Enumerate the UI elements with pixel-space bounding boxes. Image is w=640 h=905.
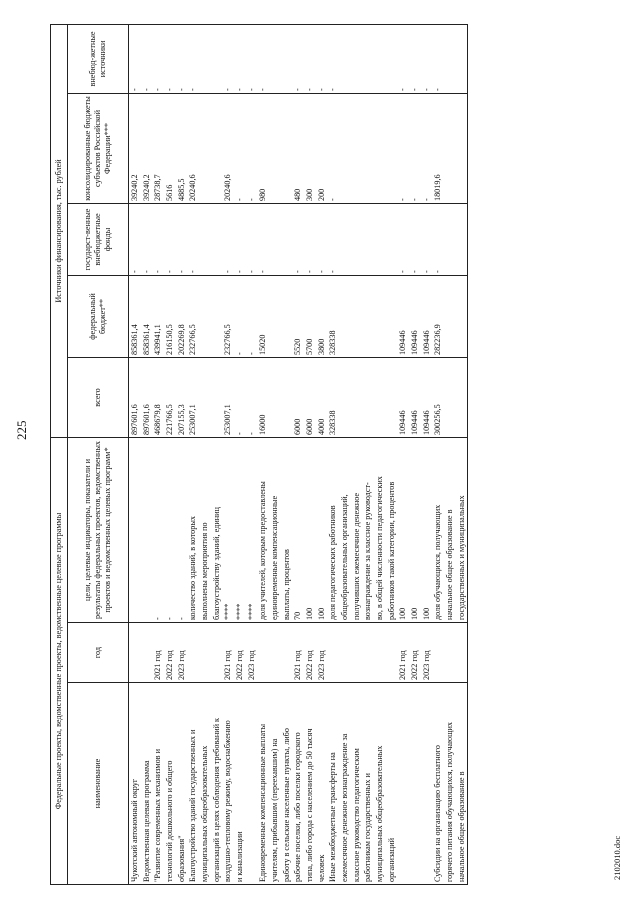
cell-consolidated: - <box>234 94 246 204</box>
table-row <box>281 24 293 884</box>
cell-extrabudget <box>281 24 293 93</box>
cell-name: Иные межбюджетные трансферты на <box>327 683 339 885</box>
cell-name: организаций в целях соблюдения требований к <box>211 683 223 885</box>
cell-total: 253007,1 <box>222 358 234 438</box>
cell-indicator: вознаграждение за классное руководст- <box>362 438 374 623</box>
cell-name <box>397 683 409 885</box>
cell-state-funds: - <box>164 204 176 276</box>
header-financing-sources: Источники финансирования, тыс. рублей <box>51 24 68 437</box>
cell-total: 109446 <box>397 358 409 438</box>
cell-indicator: благоустройству зданий, единиц <box>211 438 223 623</box>
cell-total <box>199 358 211 438</box>
cell-consolidated: 200 <box>316 94 328 204</box>
cell-federal <box>351 276 363 358</box>
cell-name: классное руководство педагогическим <box>351 683 363 885</box>
cell-year <box>386 623 398 683</box>
cell-federal: 232766,5 <box>187 276 199 358</box>
cell-indicator: общеобразовательных организаций, <box>339 438 351 623</box>
cell-federal <box>339 276 351 358</box>
cell-total <box>211 358 223 438</box>
cell-federal: 216150,5 <box>164 276 176 358</box>
cell-extrabudget: - <box>421 24 433 93</box>
cell-name: Благоустройство зданий государственных и <box>187 683 199 885</box>
cell-consolidated: 39240,2 <box>129 94 141 204</box>
cell-extrabudget: - <box>246 24 258 93</box>
cell-total: - <box>234 358 246 438</box>
cell-year <box>129 623 141 683</box>
cell-extrabudget <box>269 24 281 93</box>
cell-state-funds: - <box>129 204 141 276</box>
cell-extrabudget <box>444 24 456 93</box>
table-row <box>316 24 328 884</box>
cell-year: 2021 год <box>152 623 164 683</box>
header-name: наименование <box>68 683 129 885</box>
cell-name: муниципальных общеобразовательных <box>199 683 211 885</box>
cell-year <box>141 623 153 683</box>
cell-federal: 109446 <box>409 276 421 358</box>
cell-federal <box>386 276 398 358</box>
cell-federal: 858361,4 <box>141 276 153 358</box>
cell-total: 221766,5 <box>164 358 176 438</box>
table-body <box>129 24 468 884</box>
cell-year: 2022 год <box>234 623 246 683</box>
cell-name: и канализации <box>234 683 246 885</box>
cell-indicator: работников такой категории, процентов <box>386 438 398 623</box>
cell-consolidated <box>351 94 363 204</box>
cell-indicator: доля учителей, которым предоставлены <box>257 438 269 623</box>
cell-name: типа, либо города с населением до 50 тысяч <box>304 683 316 885</box>
cell-state-funds: - <box>152 204 164 276</box>
cell-year: 2023 год <box>176 623 188 683</box>
table-row <box>374 24 386 884</box>
cell-total: 897601,6 <box>141 358 153 438</box>
cell-extrabudget: - <box>222 24 234 93</box>
cell-name <box>409 683 421 885</box>
cell-extrabudget: - <box>304 24 316 93</box>
table-row <box>456 24 468 884</box>
cell-indicator: - <box>176 438 188 623</box>
cell-indicator: **** <box>222 438 234 623</box>
cell-state-funds: - <box>432 204 444 276</box>
cell-federal: 328338 <box>327 276 339 358</box>
cell-consolidated <box>456 94 468 204</box>
cell-state-funds <box>351 204 363 276</box>
cell-year <box>281 623 293 683</box>
cell-federal: 5700 <box>304 276 316 358</box>
cell-indicator <box>129 438 141 623</box>
table-row <box>141 24 153 884</box>
cell-extrabudget: - <box>187 24 199 93</box>
cell-indicator: - <box>152 438 164 623</box>
cell-year: 2022 год <box>409 623 421 683</box>
cell-consolidated <box>211 94 223 204</box>
cell-year: 2023 год <box>246 623 258 683</box>
cell-consolidated <box>269 94 281 204</box>
cell-indicator: получивших ежемесячное денежное <box>351 438 363 623</box>
cell-indicator: 100 <box>409 438 421 623</box>
cell-year <box>456 623 468 683</box>
cell-year: 2023 год <box>421 623 433 683</box>
cell-consolidated: - <box>246 94 258 204</box>
cell-extrabudget <box>362 24 374 93</box>
cell-name: Субсидии на организацию бесплатного <box>432 683 444 885</box>
cell-consolidated: - <box>421 94 433 204</box>
cell-total <box>444 358 456 438</box>
cell-indicator: 70 <box>292 438 304 623</box>
financing-table <box>50 24 468 885</box>
cell-total: 4000 <box>316 358 328 438</box>
cell-name: Единовременные компенсационные выплаты <box>257 683 269 885</box>
cell-name: работу в сельские населенные пункты, либо <box>281 683 293 885</box>
cell-state-funds: - <box>304 204 316 276</box>
cell-indicator: доля обучающихся, получающих <box>432 438 444 623</box>
cell-extrabudget: - <box>316 24 328 93</box>
cell-state-funds: - <box>222 204 234 276</box>
cell-total: 109446 <box>421 358 433 438</box>
cell-indicator: **** <box>246 438 258 623</box>
cell-consolidated <box>444 94 456 204</box>
header-projects: Федеральные проекты, ведомственные проекты, ведомственные целевые программы <box>51 438 68 885</box>
cell-consolidated <box>281 94 293 204</box>
cell-state-funds: - <box>397 204 409 276</box>
header-year: год <box>68 623 129 683</box>
cell-federal: 5520 <box>292 276 304 358</box>
cell-total: - <box>246 358 258 438</box>
table-row <box>339 24 351 884</box>
cell-federal <box>211 276 223 358</box>
table-row <box>269 24 281 884</box>
cell-year <box>432 623 444 683</box>
table-row <box>362 24 374 884</box>
table-row <box>444 24 456 884</box>
cell-indicator: - <box>164 438 176 623</box>
table-row <box>351 24 363 884</box>
cell-indicator <box>141 438 153 623</box>
cell-state-funds: - <box>141 204 153 276</box>
cell-federal: 3800 <box>316 276 328 358</box>
cell-extrabudget <box>456 24 468 93</box>
cell-year <box>269 623 281 683</box>
cell-state-funds: - <box>246 204 258 276</box>
cell-name: работникам государственных и <box>362 683 374 885</box>
cell-year <box>187 623 199 683</box>
cell-state-funds: - <box>234 204 246 276</box>
cell-year: 2023 год <box>316 623 328 683</box>
cell-extrabudget <box>386 24 398 93</box>
cell-extrabudget <box>211 24 223 93</box>
cell-total: 207155,3 <box>176 358 188 438</box>
cell-name: "Развитие современных механизмов и <box>152 683 164 885</box>
cell-consolidated <box>199 94 211 204</box>
cell-consolidated: 480 <box>292 94 304 204</box>
cell-year <box>444 623 456 683</box>
cell-total <box>351 358 363 438</box>
cell-name: человек <box>316 683 328 885</box>
table-row <box>222 24 234 884</box>
table-row <box>397 24 409 884</box>
header-indicators: цели, целевые индикаторы, показатели и результаты федеральных проектов, ведомственных проектов и ведомственных целевых программ* <box>68 438 129 623</box>
cell-state-funds: - <box>421 204 433 276</box>
cell-consolidated: 18019,6 <box>432 94 444 204</box>
cell-extrabudget: - <box>152 24 164 93</box>
cell-consolidated: - <box>397 94 409 204</box>
cell-name: технологий дошкольного и общего <box>164 683 176 885</box>
cell-federal <box>269 276 281 358</box>
cell-state-funds: - <box>292 204 304 276</box>
cell-federal: 282236,9 <box>432 276 444 358</box>
rotated-table-container <box>50 25 635 885</box>
cell-year <box>199 623 211 683</box>
table-header <box>51 24 129 884</box>
cell-year <box>351 623 363 683</box>
table-row <box>386 24 398 884</box>
cell-indicator: доля педагогических работников <box>327 438 339 623</box>
cell-indicator: **** <box>234 438 246 623</box>
cell-state-funds: - <box>176 204 188 276</box>
table-row <box>187 24 199 884</box>
cell-state-funds <box>386 204 398 276</box>
cell-indicator: выплаты, процентов <box>281 438 293 623</box>
cell-indicator: единовременные компенсационные <box>269 438 281 623</box>
cell-indicator: 100 <box>316 438 328 623</box>
cell-year <box>339 623 351 683</box>
cell-extrabudget: - <box>176 24 188 93</box>
cell-consolidated <box>374 94 386 204</box>
table-row <box>432 24 444 884</box>
table-row <box>421 24 433 884</box>
cell-consolidated: 980 <box>257 94 269 204</box>
cell-total <box>339 358 351 438</box>
cell-year <box>327 623 339 683</box>
cell-year: 2021 год <box>292 623 304 683</box>
cell-consolidated <box>386 94 398 204</box>
cell-extrabudget <box>374 24 386 93</box>
header-extrabudget: внебюд-жетные источники <box>68 24 129 93</box>
cell-federal <box>281 276 293 358</box>
cell-total: 253007,1 <box>187 358 199 438</box>
cell-consolidated <box>339 94 351 204</box>
cell-state-funds <box>281 204 293 276</box>
cell-state-funds: - <box>327 204 339 276</box>
cell-total <box>374 358 386 438</box>
cell-state-funds <box>444 204 456 276</box>
cell-name: рабочие поселки, либо поселки городского <box>292 683 304 885</box>
cell-year: 2021 год <box>397 623 409 683</box>
cell-federal: 109446 <box>421 276 433 358</box>
cell-state-funds <box>362 204 374 276</box>
table-row <box>257 24 269 884</box>
cell-consolidated: 20240,6 <box>222 94 234 204</box>
cell-name: воздушно-тепловому режиму, водоснабжению <box>222 683 234 885</box>
cell-indicator: 100 <box>304 438 316 623</box>
cell-year: 2022 год <box>304 623 316 683</box>
cell-consolidated <box>362 94 374 204</box>
table-row <box>199 24 211 884</box>
cell-extrabudget <box>199 24 211 93</box>
cell-state-funds <box>269 204 281 276</box>
table-row <box>129 24 141 884</box>
cell-name: учителям, прибывшим (переехавшим) на <box>269 683 281 885</box>
page-number: 225 <box>14 420 29 440</box>
cell-federal <box>199 276 211 358</box>
cell-federal: 15020 <box>257 276 269 358</box>
cell-state-funds: - <box>187 204 199 276</box>
cell-extrabudget: - <box>164 24 176 93</box>
table-row <box>164 24 176 884</box>
cell-indicator: 100 <box>397 438 409 623</box>
cell-extrabudget: - <box>234 24 246 93</box>
cell-state-funds <box>199 204 211 276</box>
cell-indicator: количество зданий, в которых <box>187 438 199 623</box>
cell-indicator: во, в общей численности педагогических <box>374 438 386 623</box>
table-row <box>327 24 339 884</box>
cell-total: 328338 <box>327 358 339 438</box>
cell-extrabudget: - <box>257 24 269 93</box>
cell-total: 897601,6 <box>129 358 141 438</box>
cell-federal: - <box>234 276 246 358</box>
cell-name: образования" <box>176 683 188 885</box>
cell-total: 6000 <box>292 358 304 438</box>
cell-extrabudget: - <box>397 24 409 93</box>
cell-federal <box>456 276 468 358</box>
cell-extrabudget <box>339 24 351 93</box>
cell-name <box>421 683 433 885</box>
cell-federal: - <box>246 276 258 358</box>
cell-state-funds: - <box>316 204 328 276</box>
table-row <box>211 24 223 884</box>
cell-name: горячего питания обучающихся, получающих <box>444 683 456 885</box>
cell-state-funds <box>339 204 351 276</box>
cell-total <box>281 358 293 438</box>
cell-total <box>362 358 374 438</box>
header-federal: федеральный бюджет** <box>68 276 129 358</box>
cell-state-funds: - <box>409 204 421 276</box>
table-row <box>234 24 246 884</box>
cell-total <box>386 358 398 438</box>
cell-indicator: государственных и муниципальных <box>456 438 468 623</box>
table-row <box>304 24 316 884</box>
header-state-funds: государст-венные внебюджетные фонды <box>68 204 129 276</box>
cell-federal: 202269,8 <box>176 276 188 358</box>
cell-year: 2022 год <box>164 623 176 683</box>
cell-extrabudget: - <box>327 24 339 93</box>
cell-extrabudget <box>351 24 363 93</box>
cell-year <box>211 623 223 683</box>
cell-federal: 858361,4 <box>129 276 141 358</box>
cell-total: 109446 <box>409 358 421 438</box>
cell-total: 6000 <box>304 358 316 438</box>
cell-federal: 439941,1 <box>152 276 164 358</box>
cell-name <box>246 683 258 885</box>
cell-indicator: начальное общее образование в <box>444 438 456 623</box>
table-row <box>246 24 258 884</box>
cell-name: организаций <box>386 683 398 885</box>
cell-state-funds <box>456 204 468 276</box>
header-consolidated: консолидированные бюджеты субъектов Российской Федерации*** <box>68 94 129 204</box>
cell-consolidated: 39240,2 <box>141 94 153 204</box>
cell-year <box>362 623 374 683</box>
cell-consolidated: 20240,6 <box>187 94 199 204</box>
cell-extrabudget: - <box>292 24 304 93</box>
cell-name: Чукотский автономный округ <box>129 683 141 885</box>
cell-indicator: 100 <box>421 438 433 623</box>
cell-name: ежемесячное денежное вознаграждение за <box>339 683 351 885</box>
cell-state-funds <box>211 204 223 276</box>
cell-name: Ведомственная целевая программа <box>141 683 153 885</box>
table-row <box>152 24 164 884</box>
cell-consolidated: 28738,7 <box>152 94 164 204</box>
cell-extrabudget: - <box>129 24 141 93</box>
cell-extrabudget: - <box>141 24 153 93</box>
cell-consolidated: - <box>409 94 421 204</box>
cell-year: 2021 год <box>222 623 234 683</box>
cell-consolidated: - <box>327 94 339 204</box>
cell-consolidated: 300 <box>304 94 316 204</box>
cell-extrabudget: - <box>409 24 421 93</box>
cell-federal: 109446 <box>397 276 409 358</box>
cell-name: муниципальных общеобразовательных <box>374 683 386 885</box>
cell-total: 16000 <box>257 358 269 438</box>
cell-federal <box>374 276 386 358</box>
cell-total: 300256,5 <box>432 358 444 438</box>
cell-indicator: выполнены мероприятия по <box>199 438 211 623</box>
cell-extrabudget: - <box>432 24 444 93</box>
cell-year <box>257 623 269 683</box>
table-row <box>176 24 188 884</box>
cell-federal: 232766,5 <box>222 276 234 358</box>
cell-federal <box>444 276 456 358</box>
cell-federal <box>362 276 374 358</box>
cell-state-funds: - <box>257 204 269 276</box>
table-row <box>409 24 421 884</box>
cell-consolidated: 5616 <box>164 94 176 204</box>
cell-year <box>374 623 386 683</box>
footer-filename: 2102010.doc <box>612 835 622 880</box>
cell-total: 468679,8 <box>152 358 164 438</box>
table-row <box>292 24 304 884</box>
cell-total <box>456 358 468 438</box>
cell-total <box>269 358 281 438</box>
cell-consolidated: 4885,5 <box>176 94 188 204</box>
cell-state-funds <box>374 204 386 276</box>
header-total: всего <box>68 358 129 438</box>
cell-name: начальное общее образование в <box>456 683 468 885</box>
